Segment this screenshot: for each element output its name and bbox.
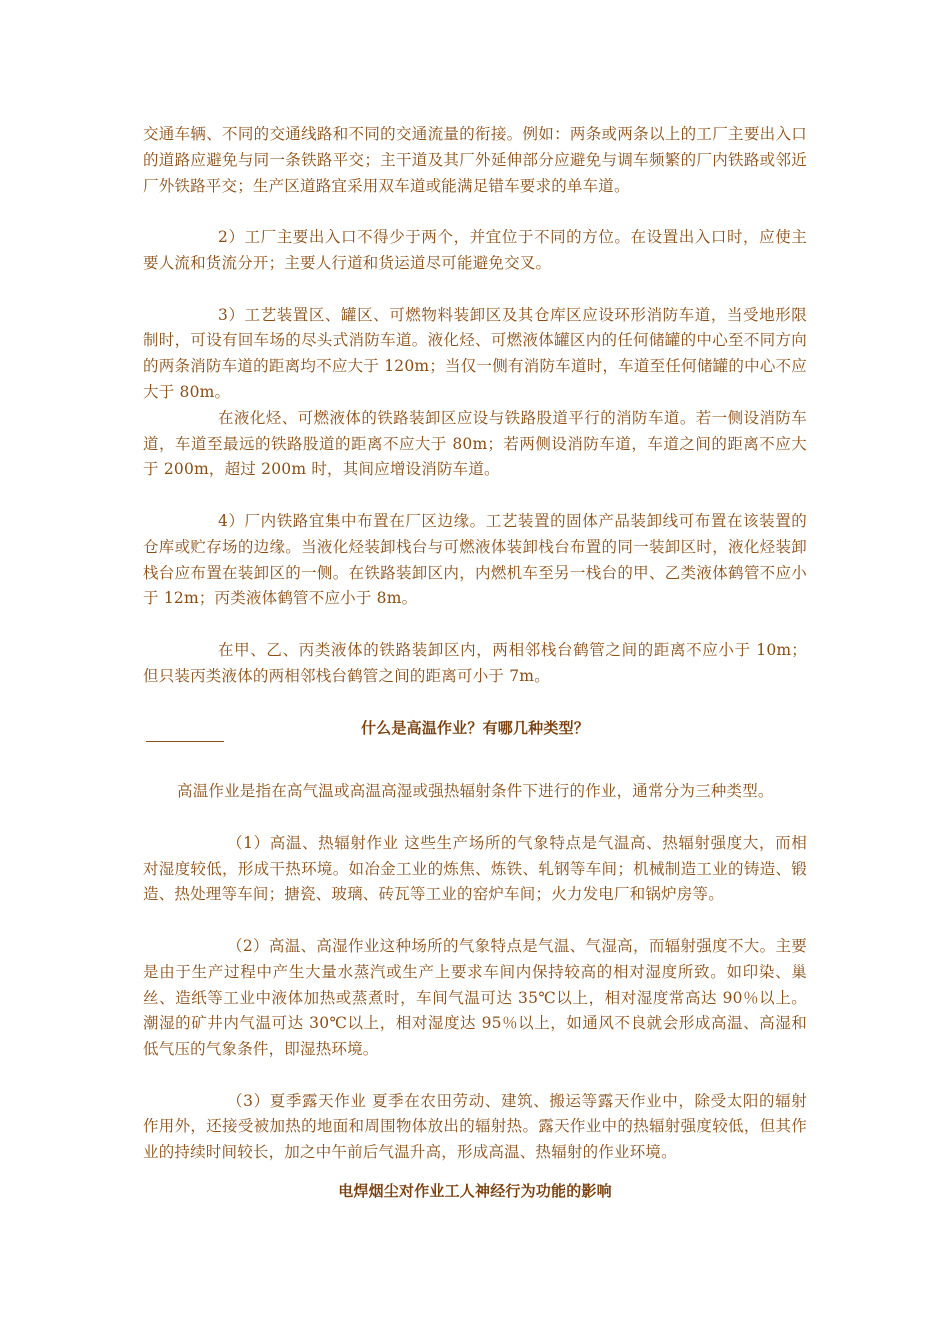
paragraph-item-4: 4）厂内铁路宜集中布置在厂区边缘。工艺装置的固体产品装卸线可布置在该装置的仓库或贮存场的边缘。当液化烃装卸栈台与可燃液体装卸栈台布置的同一装卸区时，液化烃装卸栈台应布置在装卸区的一侧。在铁路装卸区内，内燃机车至另一栈台的甲、乙类液体鹤管不应小于 12m；丙类液体鹤管不应小于 8m。 [143,511,807,608]
paragraph-type-1: （1）高温、热辐射作业 这些生产场所的气象特点是气温高、热辐射强度大，而相对湿度较低，形成干热环境。如冶金工业的炼焦、炼铁、轧钢等车间；机械制造工业的铸造、锻造、热处理等车间；搪瓷、玻璃、砖瓦等工业的窑炉车间；火力发电厂和锅炉房等。 [143,833,807,904]
paragraph-definition: 高温作业是指在高气温或高温高湿或强热辐射条件下进行的作业，通常分为三种类型。 [177,782,774,801]
section-heading-welding [143,1178,807,1204]
paragraph-traffic: 交通车辆、不同的交通线路和不同的交通流量的衔接。例如：两条或两条以上的工厂主要出入口的道路应避免与同一条铁路平交；主干道及其厂外延伸部分应避免与调车频繁的厂内铁路或邻近厂外铁路平交；生产区道路宜采用双车道或能满足错车要求的单车道。 [143,125,807,195]
paragraph-crane-distance: 在甲、乙、丙类液体的铁路装卸区内，两相邻栈台鹤管之间的距离不应小于 10m；但只装丙类液体的两相邻栈台鹤管之间的距离可小于 7m。 [143,640,807,685]
heading-underline [146,741,224,742]
section-heading-text: 电焊烟尘对作业工人神经行为功能的影响 [338,1182,612,1201]
paragraph-item-3: 3）工艺装置区、罐区、可燃物料装卸区及其仓库区应设环形消防车道，当受地形限制时，可设有回车场的尽头式消防车道。液化烃、可燃液体罐区内的任何储罐的中心至不同方向的两条消防车道的距离均不应大于 120m；当仅一侧有消防车道时，车道至任何储罐的中心不应大于 80m。 [143,305,807,401]
section-heading-text: 什么是高温作业？有哪几种类型？ [360,719,589,738]
document-page [143,122,807,1204]
paragraph-type-3: （3）夏季露天作业 夏季在农田劳动、建筑、搬运等露天作业中，除受太阳的辐射作用外，还接受被加热的地面和周围物体放出的辐射热。露天作业中的热辐射强度较低，但其作业的持续时间较长，加之中午前后气温升高，形成高温、热辐射的作业环境。 [143,1091,807,1162]
paragraph-item-2: 2）工厂主要出入口不得少于两个，并宜位于不同的方位。在设置出入口时，应使主要人流和货流分开；主要人行道和货运道尽可能避免交叉。 [143,228,807,272]
paragraph-type-2: （2）高温、高湿作业这种场所的气象特点是气温、气湿高，而辐射强度不大。主要是由于生产过程中产生大量水蒸汽或生产上要求车间内保持较高的相对湿度所致。如印染、巢丝、造纸等工业中液体加热或蒸煮时，车间气温可达 35℃以上，相对湿度常高达 90％以上。潮湿的矿井内气温可达 30℃以上，相对湿度达 95％以上，如通风不良就会形成高温、高湿和低气压的气象条件，即湿热环境。 [143,936,807,1059]
paragraph-rail-fire-lane: 在液化烃、可燃液体的铁路装卸区应设与铁路股道平行的消防车道。若一侧设消防车道，车道至最远的铁路股道的距离不应大于 80m；若两侧设消防车道，车道之间的距离不应大于 200m，超过 200m 时，其间应增设消防车道。 [143,408,807,479]
section-heading-high-temp [143,715,807,741]
